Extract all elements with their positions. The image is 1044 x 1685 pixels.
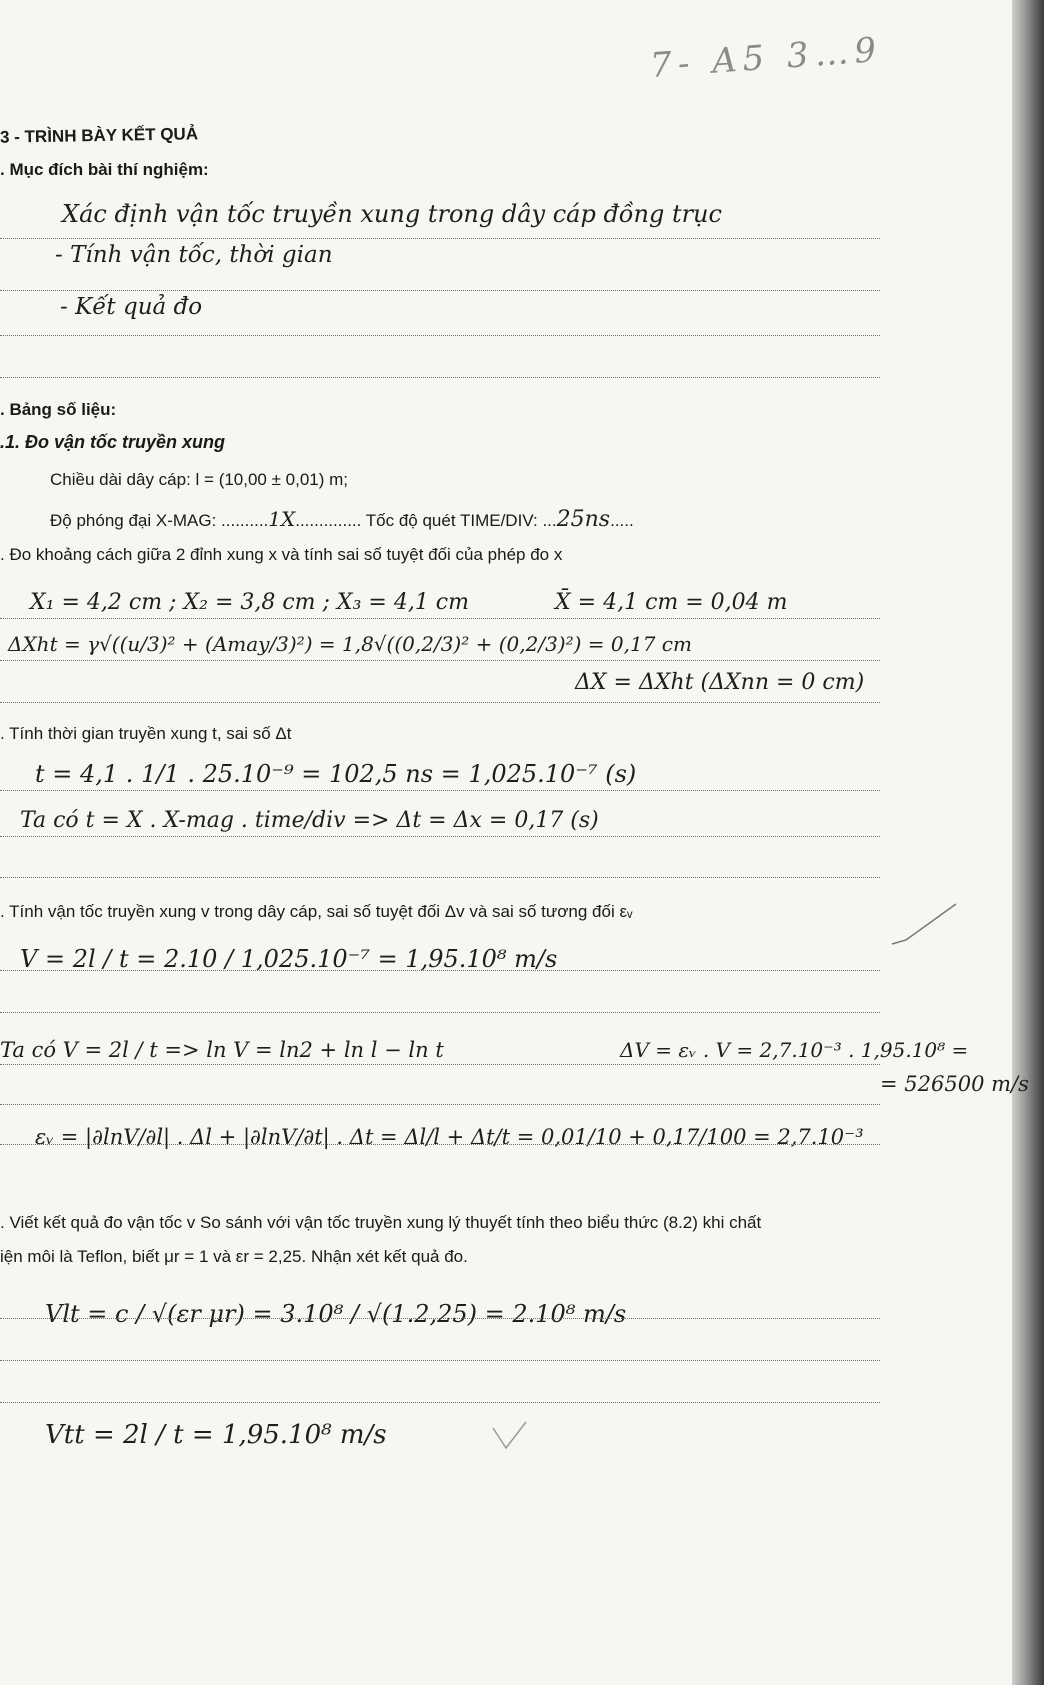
velocity-line-3: εᵥ = |∂lnV/∂l| . Δl + |∂lnV/∂t| . Δt = Δl/l + Δt/t = 0,01/10 + 0,17/100 = 2,7.10⁻³ (35, 1125, 864, 1149)
dotted-line (0, 970, 880, 971)
dx-result: ΔX = ΔXht (ΔXnn = 0 cm) (575, 670, 865, 695)
dotted-line (0, 1012, 880, 1013)
measure-x-prompt: . Đo khoảng cách giữa 2 đỉnh xung x và tính sai số tuyệt đối của phép đo x (0, 545, 563, 564)
dotted-line (0, 702, 880, 703)
time-prompt: . Tính thời gian truyền xung t, sai số Δt (0, 724, 292, 743)
dotted-line (0, 836, 880, 837)
purpose-line-3: - Kết quả đo (60, 294, 203, 320)
velocity-prompt: . Tính vận tốc truyền xung v trong dây cáp, sai số tuyệt đối Δv và sai số tương đối εᵥ (0, 902, 633, 921)
dotted-line (0, 238, 880, 239)
compare-prompt-2: iện môi là Teflon, biết μr = 1 và εr = 2,25. Nhận xét kết quả đo. (0, 1247, 468, 1266)
cable-length: Chiều dài dây cáp: l = (10,00 ± 0,01) m; (50, 470, 349, 489)
subsection-heading: .1. Đo vận tốc truyền xung (0, 432, 226, 452)
time-line-1: t = 4,1 . 1/1 . 25.10⁻⁹ = 102,5 ns = 1,025.10⁻⁷ (s) (35, 760, 637, 788)
dotted-line (0, 790, 880, 791)
v-theory: Vlt = c / √(εr μr) = 3.10⁸ / √(1.2,25) = 2.10⁸ m/s (45, 1300, 627, 1328)
dotted-line (0, 660, 880, 661)
timediv-tail: ..... (610, 511, 634, 530)
xmag-value: 1X (268, 507, 296, 531)
dotted-line (0, 877, 880, 878)
xmag-timediv-line (50, 507, 634, 532)
check-mark-icon (890, 900, 960, 960)
table-heading: . Bảng số liệu: (0, 400, 117, 419)
x-values: X₁ = 4,2 cm ; X₂ = 3,8 cm ; X₃ = 4,1 cm (30, 590, 469, 615)
x-mean: X̄ = 4,1 cm = 0,04 m (555, 590, 788, 615)
check-mark-icon (490, 1418, 530, 1454)
dotted-line (0, 1360, 880, 1361)
time-line-2: Ta có t = X . X-mag . time/div => Δt = Δx = 0,17 (s) (20, 808, 599, 833)
section-title: 3 - TRÌNH BÀY KẾT QUẢ (0, 124, 199, 147)
velocity-line-2-right: ΔV = εᵥ . V = 2,7.10⁻³ . 1,95.10⁸ = (620, 1038, 969, 1062)
corner-scribble: 7- A5 3…9 (648, 29, 884, 87)
purpose-line-1: Xác định vận tốc truyền xung trong dây cáp đồng trục (62, 200, 722, 228)
purpose-line-2: - Tính vận tốc, thời gian (55, 242, 333, 268)
dotted-line (0, 1104, 880, 1105)
xmag-label: Độ phóng đại X-MAG: .......... (50, 511, 269, 530)
dotted-line (0, 1144, 880, 1145)
v-experiment: Vtt = 2l / t = 1,95.10⁸ m/s (45, 1420, 387, 1450)
dotted-line (0, 290, 880, 291)
dotted-line (0, 1064, 880, 1065)
dotted-line (0, 618, 880, 619)
dotted-line (0, 335, 880, 336)
dotted-line (0, 1318, 880, 1319)
velocity-line-2-left: Ta có V = 2l / t => ln V = ln2 + ln l − ln t (0, 1038, 444, 1062)
velocity-line-1: V = 2l / t = 2.10 / 1,025.10⁻⁷ = 1,95.10⁸ m/s (20, 945, 558, 973)
timediv-value: 25ns (556, 507, 611, 532)
dx-instrument: ΔXht = γ√((u/3)² + (Amay/3)²) = 1,8√((0,2/3)² + (0,2/3)²) = 0,17 cm (8, 632, 692, 656)
compare-prompt-1: . Viết kết quả đo vận tốc v So sánh với vận tốc truyền xung lý thuyết tính theo biểu thức (8.2) khi chất (0, 1213, 762, 1232)
timediv-label: .............. Tốc độ quét TIME/DIV: ... (295, 511, 557, 530)
page-edge-shadow (1012, 0, 1044, 1685)
dv-result: = 526500 m/s (880, 1072, 1029, 1096)
dotted-line (0, 1402, 880, 1403)
purpose-heading: . Mục đích bài thí nghiệm: (0, 160, 209, 179)
dotted-line (0, 377, 880, 378)
